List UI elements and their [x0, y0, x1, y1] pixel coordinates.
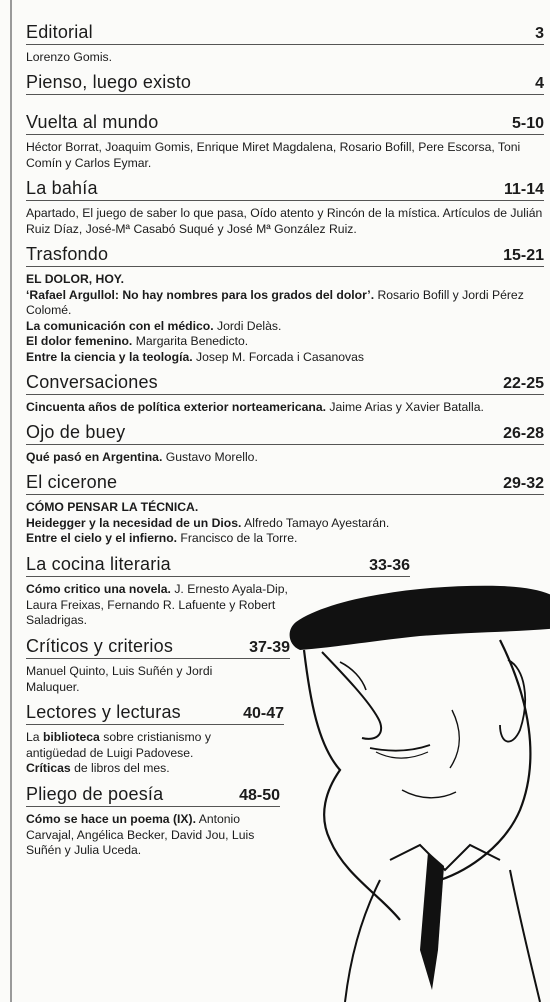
toc-section — [26, 422, 544, 466]
section-pages: 40-47 — [243, 705, 284, 722]
section-entry — [26, 664, 266, 695]
entry-title-text: Entre el cielo y el infierno. — [26, 531, 178, 545]
entry-title-text: Cómo se hace un poema ( — [26, 812, 178, 826]
section-entry — [26, 582, 316, 629]
entry-author-text: Lorenzo Gomis. — [26, 50, 113, 64]
section-header — [26, 112, 544, 135]
section-header — [26, 178, 544, 201]
section-title: Pliego de poesía — [26, 784, 164, 804]
section-entry — [26, 140, 544, 171]
toc-section — [26, 784, 280, 859]
section-pages: 33-36 — [369, 557, 410, 574]
section-body — [26, 140, 544, 171]
entry-author-text: Francisco de la Torre. — [177, 531, 298, 545]
section-body — [26, 272, 544, 365]
entry-author-text: de libros del mes. — [70, 761, 170, 775]
section-header — [26, 472, 544, 495]
section-title: Pienso, luego existo — [26, 72, 192, 92]
section-pages: 3 — [535, 25, 544, 42]
section-entry — [26, 50, 544, 66]
entry-title-text: EL DOLOR, HOY. — [26, 272, 124, 286]
section-entry — [26, 730, 264, 761]
section-header — [26, 422, 544, 445]
section-pages: 29-32 — [503, 475, 544, 492]
section-body — [26, 730, 264, 777]
toc-section — [26, 554, 410, 629]
section-entry — [26, 272, 544, 288]
toc-section — [26, 472, 544, 547]
section-header — [26, 702, 284, 725]
section-entry — [26, 350, 544, 366]
section-header — [26, 784, 280, 807]
section-title: Ojo de buey — [26, 422, 126, 442]
section-body — [26, 50, 544, 66]
section-pages: 15-21 — [503, 247, 544, 264]
toc-section — [26, 702, 284, 777]
section-pages: 22-25 — [503, 375, 544, 392]
entry-author-text: Antonio Carvajal, Angélica Becker, David Jou, Luis Suñén y Julia Uceda. — [26, 812, 255, 857]
entry-author-text: Gustavo Morello. — [162, 450, 258, 464]
section-pages: 37-39 — [249, 639, 290, 656]
entry-title-text: Cincuenta años de política exterior norteamericana. — [26, 400, 327, 414]
section-pages: 48-50 — [239, 787, 280, 804]
section-entry — [26, 500, 544, 516]
toc-section — [26, 22, 544, 66]
section-entry — [26, 812, 262, 859]
entry-title-text: CÓMO PENSAR LA TÉCNICA. — [26, 500, 199, 514]
entry-author-text: sobre cristianismo y antigüedad de Luigi Padovese. — [26, 730, 211, 760]
section-body — [26, 500, 544, 547]
entry-author-text: La — [26, 730, 43, 744]
entry-author-text: J. Ernesto Ayala-Dip, Laura Freixas, Fernando R. Lafuente y Robert Saladrigas. — [26, 582, 288, 627]
section-entry — [26, 516, 544, 532]
entry-author-text: Jaime Arias y Xavier Batalla. — [326, 400, 484, 414]
entry-author-text: Manuel Quinto, Luis Suñén y Jordi Maluquer. — [26, 664, 213, 694]
entry-author-text: Rosario Bofill y Jordi Pérez Colomé. — [26, 287, 524, 317]
section-header — [26, 372, 544, 395]
entry-title-text: biblioteca — [42, 730, 100, 744]
entry-title-text: ). — [188, 812, 196, 826]
section-entry — [26, 761, 264, 777]
page-spine-line — [10, 0, 12, 1002]
toc-section — [26, 178, 544, 237]
section-body — [26, 582, 316, 629]
section-header — [26, 72, 544, 95]
entry-title-text: Qué pasó en Argentina. — [26, 450, 163, 464]
section-title: Conversaciones — [26, 372, 158, 392]
section-entry — [26, 450, 544, 466]
section-body — [26, 664, 266, 695]
entry-title-text: El dolor femenino. — [26, 334, 133, 348]
entry-title-text: Críticas — [26, 761, 71, 775]
entry-title-text: Cómo critico una novela. — [26, 582, 171, 596]
section-title: Editorial — [26, 22, 93, 42]
section-title: La bahía — [26, 178, 98, 198]
entry-author-text: Alfredo Tamayo Ayestarán. — [241, 515, 390, 530]
toc-section — [26, 244, 544, 365]
section-entry — [26, 319, 544, 335]
toc-section — [26, 112, 544, 171]
section-body — [26, 400, 544, 416]
section-header — [26, 554, 410, 577]
section-title: Trasfondo — [26, 244, 109, 264]
section-header — [26, 22, 544, 45]
entry-author-text: Margarita Benedicto. — [132, 334, 249, 348]
section-pages: 5-10 — [511, 115, 544, 132]
section-body — [26, 450, 544, 466]
section-pages: 4 — [535, 75, 544, 92]
section-title: Lectores y lecturas — [26, 702, 181, 722]
toc-section — [26, 372, 544, 416]
entry-title-text: ‘Rafael Argullol: No hay nombres para los grados del dolor’. — [26, 287, 375, 302]
entry-title-text: Heidegger y la necesidad de un Dios. — [26, 515, 242, 530]
section-title: Vuelta al mundo — [26, 112, 159, 132]
entry-author-text: Apartado, El juego de saber lo que pasa, Oído atento y Rincón de la mística. Artículos de Julián Ruiz Díaz, José-Mª Casabó Suqué y José Mª González Ruiz. — [26, 206, 543, 236]
entry-author-text: Josep M. Forcada i Casanovas — [192, 349, 365, 364]
section-header — [26, 244, 544, 267]
section-pages: 26-28 — [503, 425, 544, 442]
section-title: Críticos y criterios — [26, 636, 174, 656]
toc-section — [26, 636, 290, 695]
section-body — [26, 812, 262, 859]
section-entry — [26, 334, 544, 350]
toc-section — [26, 72, 544, 95]
section-pages: 11-14 — [503, 181, 544, 198]
entry-author-text: Héctor Borrat, Joaquim Gomis, Enrique Miret Magdalena, Rosario Bofill, Pere Escorsa, Toni Comín y Carlos Eymar. — [26, 140, 521, 170]
section-title: El cicerone — [26, 472, 118, 492]
entry-title-text: La comunicación con el médico. — [26, 318, 214, 333]
section-entry — [26, 400, 544, 416]
entry-title-text: Entre la ciencia y la teología. — [26, 349, 193, 364]
section-header — [26, 636, 290, 659]
section-entry — [26, 531, 544, 547]
section-title: La cocina literaria — [26, 554, 171, 574]
entry-author-text: Jordi Delàs. — [213, 318, 282, 333]
entry-title-text: IX — [177, 812, 189, 826]
section-entry — [26, 206, 544, 237]
section-entry — [26, 288, 544, 319]
section-body — [26, 206, 544, 237]
